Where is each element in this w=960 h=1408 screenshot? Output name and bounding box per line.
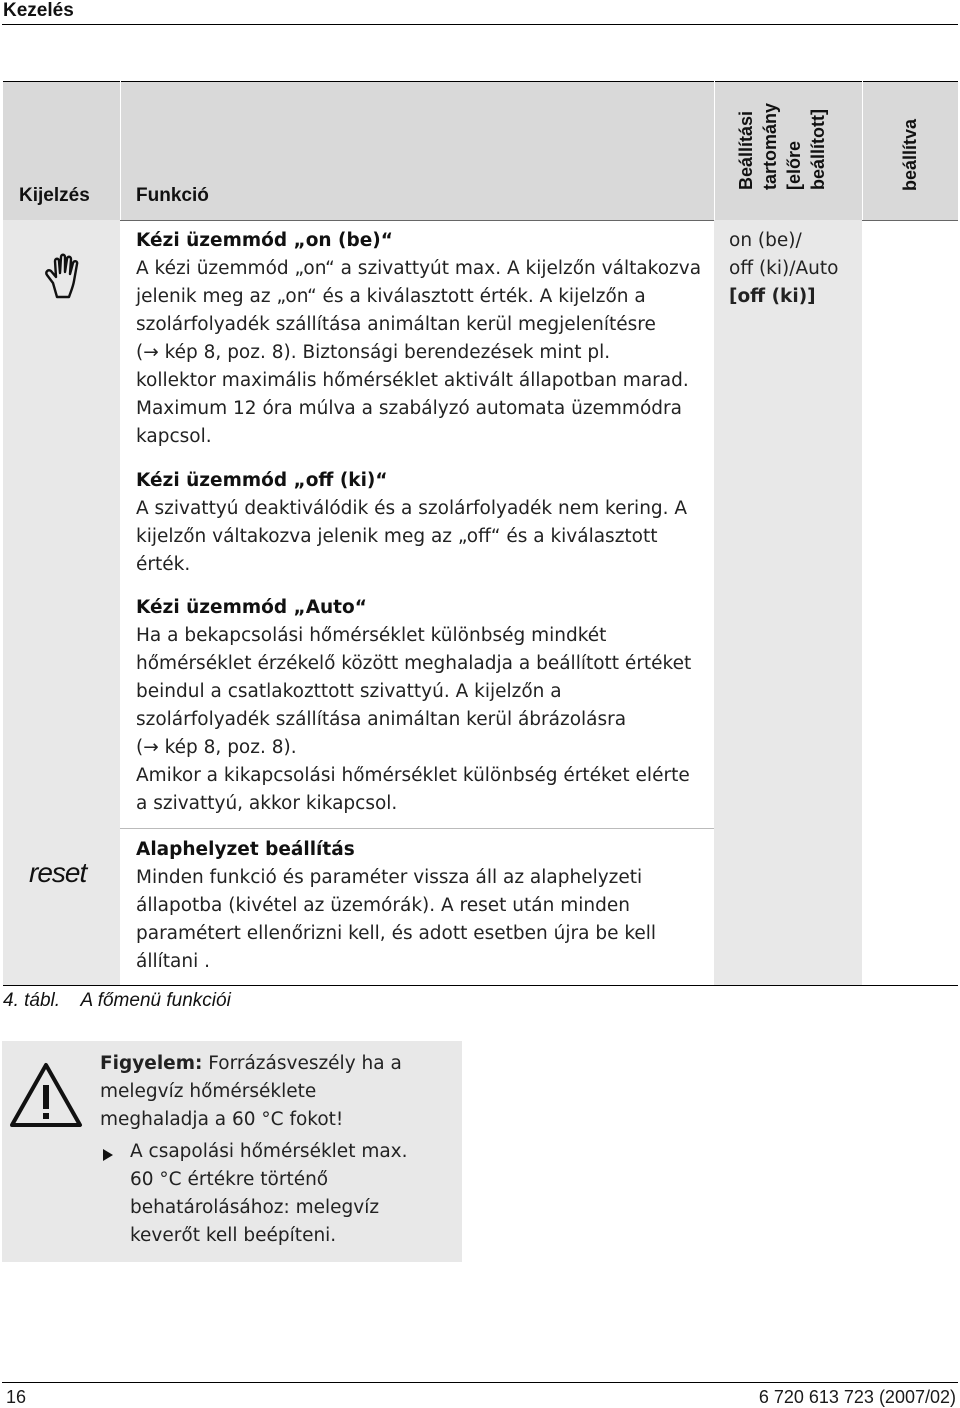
col-header-function: Funkció [136, 185, 209, 206]
row-text: Minden funkció és paraméter vissza áll az alaphelyzeti állapotba (kivétel az üzemórák). A reset után minden paramétert ellenőrizni kell, és adott esetben újra be kell állítani . [136, 867, 657, 972]
header-sep [714, 81, 715, 220]
warning-triangle-icon [8, 1059, 84, 1135]
footer-rule [2, 1382, 958, 1383]
row-text: A szivattyú deaktiválódik és a szolárfolyadék nem kering. A kijelzőn váltakozva jelenik meg az „off“ és a kiválasztott érték. [136, 498, 688, 575]
table-bottom-rule [3, 985, 958, 986]
page-number: 16 [6, 1387, 27, 1407]
arrow-bullet-icon [102, 1147, 114, 1166]
main-menu-table [3, 81, 958, 986]
col-header-range: Beállítási tartomány [előre beállított] [736, 103, 828, 191]
row-separator [120, 828, 714, 829]
top-rule [2, 24, 958, 25]
warning-bullet-text: A csapolási hőmérséklet max. 60 °C értékre történő behatárolásához: melegvíz keverőt kell beépíteni. [130, 1141, 408, 1246]
row-title: Kézi üzemmód „off (ki)“ [136, 470, 388, 491]
document-id: 6 720 613 723 (2007/02) [758, 1387, 956, 1407]
col-header-setting: beállítva [900, 119, 920, 192]
hand-icon [43, 253, 87, 305]
row-title: Alaphelyzet beállítás [136, 839, 355, 860]
table-caption: 4. tábl. A főmenü funkciói [3, 990, 231, 1011]
reset-icon: reset [29, 857, 87, 888]
range-value: off (ki)/Auto [729, 258, 839, 279]
header-sep [862, 81, 863, 220]
range-column-bg [714, 220, 862, 986]
table-top-rule [3, 81, 958, 82]
warning-box [2, 1041, 462, 1262]
warning-text: Figyelem: Forrázásveszély ha a melegvíz hőmérséklete meghaladja a 60 °C fokot! [100, 1053, 402, 1130]
row-title: Kézi üzemmód „on (be)“ [136, 230, 393, 251]
section-title: Kezelés [3, 0, 74, 21]
row-text: A kézi üzemmód „on“ a szivattyút max. A kijelzőn váltakozva jelenik meg az „on“ és a kiválasztott érték. A kijelzőn a szolárfolyadék szállítása animáltan kerül megjelenítésre (→ kép 8, poz. 8). Biztonsági berendezések mint pl. kollektor maximális hőmérséklet aktivált állapotban marad. Maximum 12 óra múlva a szabályzó automata üzemmódra kapcsol. [136, 258, 702, 447]
range-value: on (be)/ [729, 230, 802, 251]
row-title: Kézi üzemmód „Auto“ [136, 597, 367, 618]
range-default: [off (ki)] [729, 286, 816, 307]
col-header-display: Kijelzés [19, 185, 90, 206]
header-sep [120, 81, 121, 220]
row-text: Ha a bekapcsolási hőmérséklet különbség mindkét hőmérséklet érzékelő között meghaladja a beállított értéket beindul a csatlakozttott szivattyú. A kijelzőn a szolárfolyadék szállítása animáltan kerül ábrázolásra (→ kép 8, poz. 8). Amikor a kikapcsolási hőmérséklet különbség értéket elérte a szivattyú, akkor kikapcsol. [136, 625, 692, 814]
